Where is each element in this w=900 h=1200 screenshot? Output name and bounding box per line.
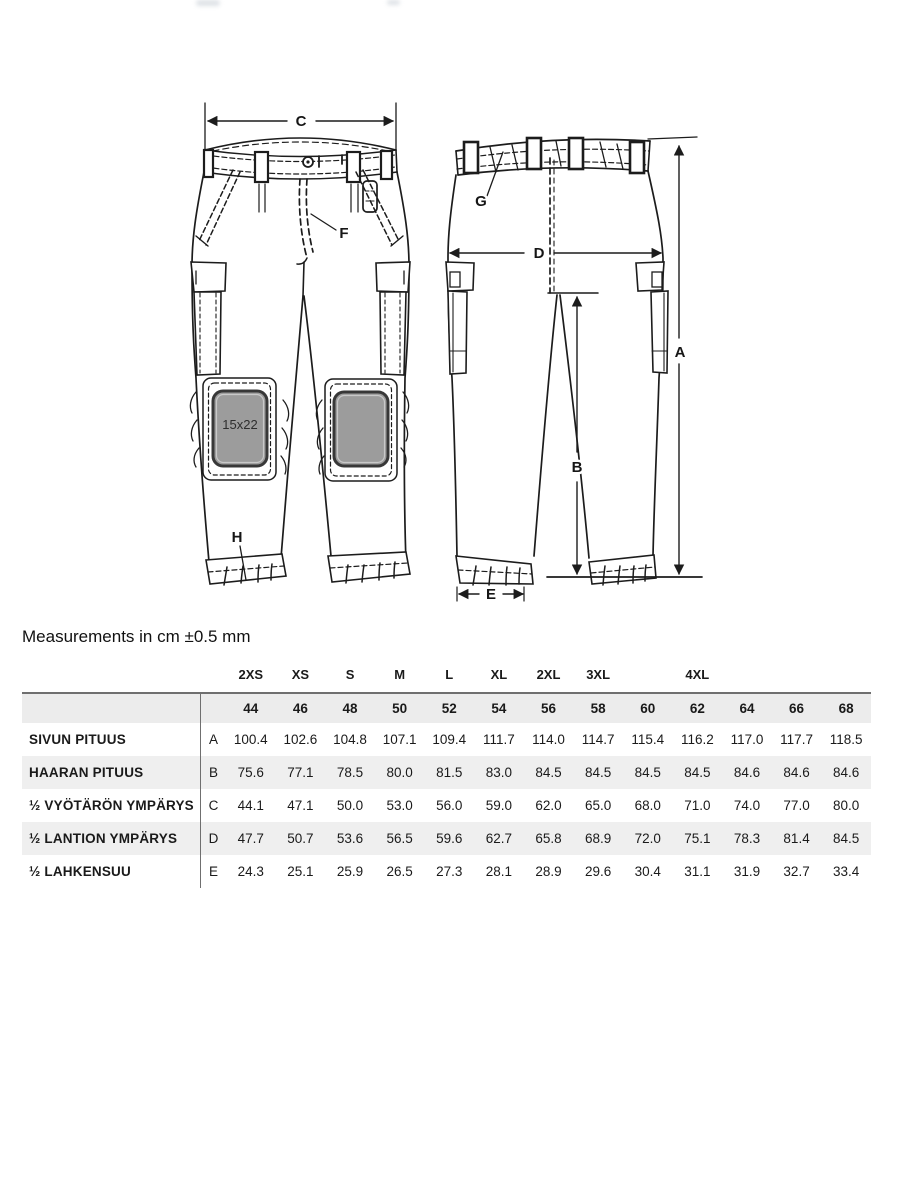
measurement-value: 32.7 (783, 864, 810, 879)
measurement-label: ½ VYÖTÄRÖN YMPÄRYS (22, 789, 201, 822)
size-number: 66 (789, 701, 805, 716)
fly-stitching (297, 179, 313, 264)
measurement-value: 59.6 (436, 831, 463, 846)
back-hem-left (456, 556, 533, 585)
size-label (821, 656, 871, 692)
front-belt-loops (204, 150, 392, 182)
measurement-value: 117.7 (780, 732, 813, 747)
measurement-label: SIVUN PITUUS (22, 723, 201, 756)
knee-pad-size-label: 15x22 (222, 417, 258, 432)
measurement-letter: C (208, 798, 219, 813)
measurement-value: 56.5 (386, 831, 413, 846)
measurement-value: 84.5 (535, 765, 562, 780)
size-number: 62 (689, 701, 705, 716)
measurement-value: 100.4 (233, 732, 268, 747)
measurement-value: 26.5 (386, 864, 413, 879)
measurement-value: 62.0 (535, 798, 562, 813)
measurement-letter: A (208, 732, 218, 747)
size-number: 44 (243, 701, 259, 716)
measurement-label: ½ LANTION YMPÄRYS (22, 822, 201, 855)
size-row-spacer (201, 656, 226, 692)
measurement-value: 104.8 (333, 732, 367, 747)
front-cargo-pocket-left (191, 262, 226, 375)
measurement-value: 78.3 (733, 831, 761, 846)
measurement-value: 65.0 (584, 798, 612, 813)
measurement-value: 50.7 (287, 831, 314, 846)
header-spacer (201, 694, 226, 723)
measurement-value: 31.1 (684, 864, 711, 879)
size-label: 2XL (536, 666, 561, 682)
measurement-value: 29.6 (584, 864, 612, 879)
dim-label-e: E (485, 586, 497, 603)
table-row (22, 822, 871, 855)
measurement-label: HAARAN PITUUS (22, 756, 201, 789)
measurement-value: 65.8 (535, 831, 562, 846)
measurement-value: 83.0 (485, 765, 513, 780)
size-label (722, 656, 772, 692)
measurement-value: 84.6 (833, 765, 860, 780)
size-label (623, 656, 673, 692)
measurement-value: 27.3 (436, 864, 463, 879)
measurement-value: 71.0 (684, 798, 711, 813)
measurement-label: ½ LAHKENSUU (22, 855, 201, 888)
measurement-letter: B (208, 765, 218, 780)
measurement-value: 44.1 (237, 798, 264, 813)
dim-label-b: B (571, 459, 583, 476)
size-row-spacer (22, 656, 201, 692)
size-label: S (345, 666, 355, 682)
measurement-value: 111.7 (482, 732, 515, 747)
measurement-value: 114.0 (532, 732, 565, 747)
size-number: 50 (392, 701, 408, 716)
measurement-value: 117.0 (730, 732, 764, 747)
dim-label-f: F (339, 225, 349, 242)
size-number: 56 (540, 701, 556, 716)
size-number: 64 (739, 701, 755, 716)
measurement-value: 75.6 (237, 765, 264, 780)
measurement-value: 47.7 (237, 831, 264, 846)
dim-label-a: A (674, 344, 686, 361)
dim-label-g: G (475, 193, 487, 210)
measurement-value: 114.7 (581, 732, 615, 747)
front-view (190, 103, 410, 585)
size-number: 68 (838, 701, 854, 716)
measurement-value: 53.6 (336, 831, 364, 846)
measurement-value: 77.1 (287, 765, 314, 780)
measurement-value: 80.0 (833, 798, 860, 813)
size-label: 4XL (685, 666, 710, 682)
measurement-letter: D (208, 831, 219, 846)
measurement-value: 33.4 (833, 864, 860, 879)
measurement-value: 28.1 (485, 864, 513, 879)
back-cargo-pocket-left (446, 262, 474, 374)
measurement-value: 68.9 (584, 831, 612, 846)
size-numbers-row (22, 694, 871, 723)
size-table (22, 656, 871, 888)
measurement-value: 102.6 (283, 732, 318, 747)
front-cargo-pocket-right (376, 262, 410, 375)
measurement-value: 109.4 (432, 732, 467, 747)
table-row (22, 756, 871, 789)
size-label: M (394, 666, 406, 682)
measurement-value: 80.0 (386, 765, 413, 780)
measurement-value: 116.2 (680, 732, 714, 747)
size-number: 46 (292, 701, 308, 716)
size-label: 3XL (586, 666, 611, 682)
measurement-value: 72.0 (634, 831, 661, 846)
size-number: 58 (590, 701, 606, 716)
dim-label-d: D (533, 245, 545, 262)
measurement-value: 56.0 (436, 798, 463, 813)
header-spacer (22, 694, 201, 723)
measurement-value: 84.6 (783, 765, 810, 780)
measurement-value: 31.9 (733, 864, 761, 879)
measurement-value: 84.6 (733, 765, 761, 780)
measurement-value: 28.9 (535, 864, 562, 879)
measurement-value: 68.0 (634, 798, 661, 813)
size-number: 48 (342, 701, 358, 716)
back-hem-right (589, 555, 656, 585)
measurement-value: 59.0 (485, 798, 513, 813)
measurement-value: 107.1 (382, 732, 417, 747)
front-hem-right (328, 552, 410, 583)
measurement-value: 118.5 (829, 732, 863, 747)
knee-pad-right (325, 379, 397, 481)
measurements-title: Measurements in cm ±0.5 mm (22, 627, 251, 646)
measurement-value: 47.1 (287, 798, 314, 813)
measurement-value: 50.0 (336, 798, 364, 813)
measurement-value: 84.5 (584, 765, 612, 780)
measurement-value: 24.3 (237, 864, 264, 879)
size-labels-row (22, 656, 871, 692)
dim-label-h: H (231, 529, 243, 546)
measurement-value: 25.1 (287, 864, 314, 879)
measurement-value: 25.9 (336, 864, 364, 879)
size-label: L (445, 666, 454, 682)
size-label: 2XS (238, 666, 264, 682)
size-number: 54 (491, 701, 507, 716)
measurement-value: 30.4 (634, 864, 661, 879)
dim-label-c: C (295, 113, 307, 130)
measurement-value: 81.4 (783, 831, 810, 846)
measurement-letter: E (208, 864, 218, 879)
hanging-loop (363, 181, 377, 212)
measurement-value: 75.1 (684, 831, 711, 846)
measurement-value: 53.0 (386, 798, 413, 813)
measurement-value: 62.7 (485, 831, 513, 846)
measurement-value: 84.5 (684, 765, 711, 780)
measurement-value: 78.5 (336, 765, 364, 780)
measurement-value: 84.5 (634, 765, 661, 780)
measurement-value: 74.0 (733, 798, 761, 813)
size-label: XS (291, 666, 310, 682)
size-number: 52 (441, 701, 457, 716)
table-row (22, 789, 871, 822)
size-number: 60 (640, 701, 656, 716)
size-label: XL (490, 666, 508, 682)
back-cargo-pocket-right (636, 262, 668, 373)
measurement-value: 84.5 (833, 831, 860, 846)
table-row (22, 855, 871, 888)
table-row (22, 723, 871, 756)
measurement-value: 115.4 (631, 732, 665, 747)
size-table-body (22, 692, 871, 888)
size-label (772, 656, 822, 692)
measurement-value: 77.0 (783, 798, 810, 813)
measurement-value: 81.5 (436, 765, 463, 780)
